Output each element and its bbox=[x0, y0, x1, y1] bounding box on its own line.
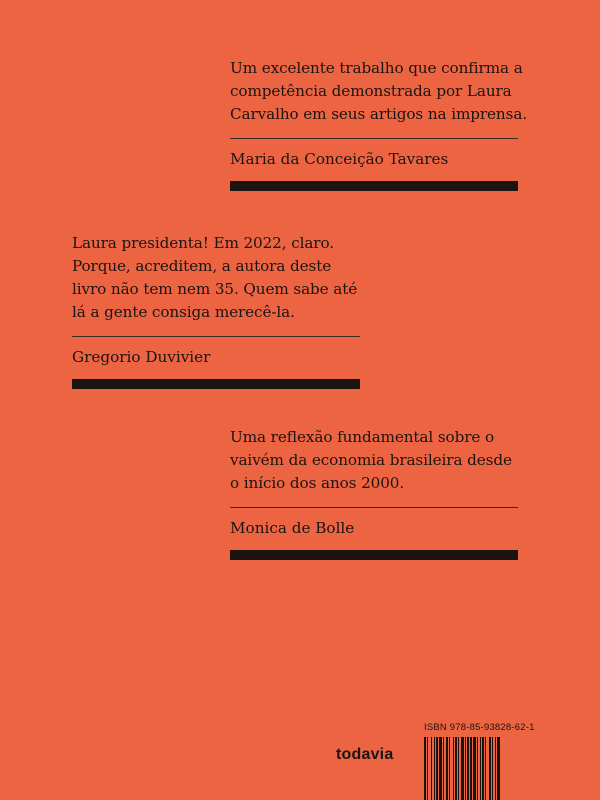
quote-author: Gregorio Duvivier bbox=[72, 348, 211, 366]
quote-line: competência demonstrada por Laura bbox=[230, 82, 512, 100]
isbn-label: ISBN 978-85-93828-62-1 bbox=[424, 722, 535, 733]
quote-text bbox=[230, 57, 527, 126]
barcode-icon bbox=[423, 737, 533, 800]
quote-block-duvivier bbox=[72, 232, 364, 389]
quote-line: o início dos anos 2000. bbox=[230, 474, 405, 492]
quote-line: Porque, acreditem, a autora deste bbox=[72, 257, 332, 275]
decorative-bar bbox=[230, 181, 518, 191]
decorative-bar bbox=[230, 550, 518, 560]
quote-author: Monica de Bolle bbox=[230, 519, 355, 537]
quote-text bbox=[230, 426, 522, 495]
divider-rule bbox=[230, 507, 518, 508]
quote-line: livro não tem nem 35. Quem sabe até bbox=[72, 280, 358, 298]
quote-line: Um excelente trabalho que confirma a bbox=[230, 59, 523, 77]
quote-block-bolle bbox=[230, 426, 522, 560]
decorative-bar bbox=[72, 379, 360, 389]
quote-line: Carvalho em seus artigos na imprensa. bbox=[230, 105, 527, 123]
quote-line: Uma reflexão fundamental sobre o bbox=[230, 428, 495, 446]
quote-author: Maria da Conceição Tavares bbox=[230, 150, 449, 168]
quote-line: lá a gente consiga merecê-la. bbox=[72, 303, 295, 321]
quote-line: vaivém da economia brasileira desde bbox=[230, 451, 512, 469]
divider-rule bbox=[72, 336, 360, 337]
quote-text bbox=[72, 232, 364, 324]
quote-block-tavares bbox=[230, 57, 527, 191]
divider-rule bbox=[230, 138, 518, 139]
quote-line: Laura presidenta! Em 2022, claro. bbox=[72, 234, 334, 252]
publisher-logo: todavia bbox=[336, 746, 394, 763]
